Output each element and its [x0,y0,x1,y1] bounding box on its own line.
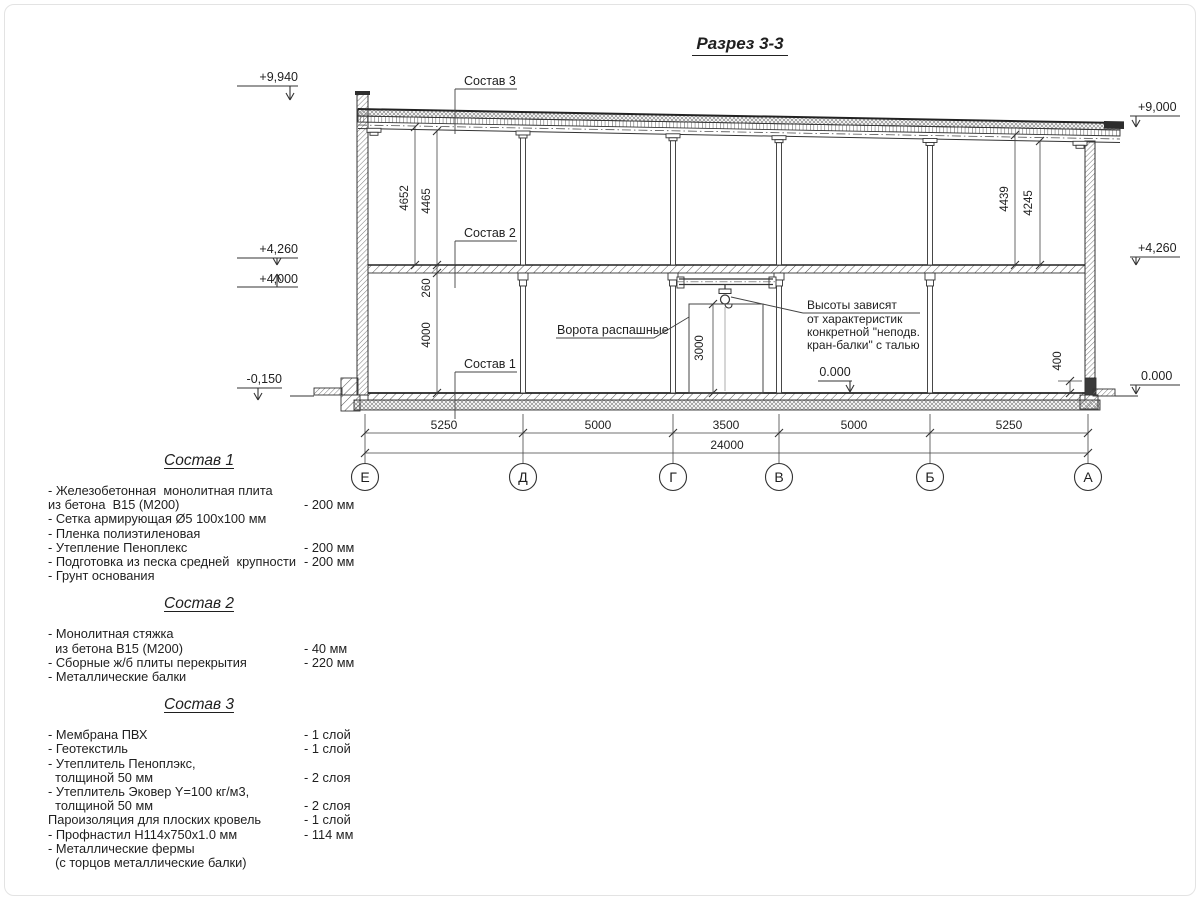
axis-bubbles [352,464,1102,491]
composition-item-value [304,569,368,583]
composition-item [48,785,368,799]
elevation-label: +4,260 [1138,241,1177,255]
crane-beam [676,277,776,391]
composition-item-value: - 200 мм [304,554,355,570]
composition-item-value: - 220 мм [304,654,355,670]
dim-vert: 4245 [1023,190,1035,216]
elevation-label: +4,260 [259,242,298,256]
composition-item-text: - Металлические балки [48,669,187,685]
composition-item [48,670,368,684]
composition-item [48,484,368,498]
crane-note-line: конкретной "неподв. [807,325,920,339]
vertical-dimensions [399,185,1064,370]
axis-label: А [1083,469,1093,485]
composition-item-text: толщиной 50 мм [48,798,154,814]
composition-item-text: толщиной 50 мм [48,769,154,785]
roof-edge-cap [1104,121,1124,129]
dim-vert: 260 [421,278,433,298]
dim-span: 5000 [584,418,612,432]
elevation-label: 0.000 [819,365,851,379]
elevation-label: +4,000 [259,272,298,286]
composition-item [48,799,368,813]
composition-item [48,569,368,583]
floor-slab-layer [368,393,1085,400]
composition-item-text: - Железобетонная монолитная плита [48,483,273,498]
composition-item [48,842,368,856]
composition-item [48,742,368,756]
composition-item-text: - Грунт основания [48,568,155,584]
composition-item [48,555,368,569]
crane-note-line: от характеристик [807,312,903,326]
upper-columns [367,128,1087,265]
composition-heading: Состав 2 [164,595,234,613]
dim-vert: 4465 [421,188,433,214]
composition-item-text: - Утеплитель Пеноплэкс, [48,755,196,771]
dim-vert: 4000 [421,322,433,348]
elevation-label: +9,000 [1138,100,1177,114]
dim-span: 5250 [430,418,458,432]
composition-item-value [304,627,368,641]
composition-item-value: - 40 мм [304,640,348,656]
composition-item-text: - Сборные ж/б плиты перекрытия [48,654,247,670]
gate-callout [556,317,689,338]
roof-assembly [358,109,1124,143]
axis-label: Д [518,469,528,485]
ground-floor [354,393,1100,410]
crane-hook [719,285,732,391]
axis-label: Е [360,469,370,485]
axis-label: Б [925,469,935,485]
composition-item-value: - 1 слой [304,812,351,828]
dim-vert: 4652 [399,185,411,211]
drawing-title: Разрез 3-3 [640,34,840,54]
crane-note [731,297,920,352]
composition-item-value [304,670,368,684]
composition-item-value: - 2 слоя [304,798,351,814]
composition-item [48,627,368,641]
elevation-label: +9,940 [259,70,298,84]
composition-item [48,642,368,656]
dim-span: 5000 [840,418,868,432]
composition-item-text: - Подготовка из песка средней крупности [48,554,297,570]
composition-item-text: - Металлические фермы [48,840,195,856]
dim-vert: 4439 [999,186,1011,212]
composition-item-value: - 200 мм [304,539,355,555]
dim-span: 5250 [995,418,1023,432]
parapet-cap [355,91,370,95]
composition-item-text: - Утеплитель Эковер Y=100 кг/м3, [48,784,250,800]
composition-item-value: - 114 мм [304,826,354,842]
composition-item-text: из бетона В15 (М200) [48,640,183,656]
axis-label: В [774,469,784,485]
composition-lists [44,452,368,870]
composition-item-text: - Геотекстиль [48,741,128,757]
composition-heading: Состав 1 [164,452,234,469]
composition-item-value [304,842,368,856]
left-foundation [290,378,360,411]
left-wall [355,91,370,395]
composition-item-text: из бетона В15 (М200) [48,497,180,513]
composition-item-text: - Утепление Пеноплекс [48,539,188,555]
composition-1 [48,452,368,583]
dim-total: 24000 [710,438,744,452]
crane-note-line: Высоты зависят [807,298,897,312]
composition-item-text: Пароизоляция для плоских кровель [48,812,262,828]
composition-item-text: - Мембрана ПВХ [48,727,148,743]
composition-item [48,828,368,842]
composition-item-text: - Монолитная стяжка [48,626,174,642]
crane-note-line: кран-балки" с талью [807,338,920,352]
composition-item-value: - 1 слой [304,741,351,757]
composition-item-text: - Пленка полиэтиленовая [48,525,201,541]
composition-item [48,728,368,742]
composition-2 [48,595,368,684]
composition-item-value: - 1 слой [304,727,351,743]
composition-item-value [304,527,368,541]
composition-item-value [304,484,368,498]
floor-slab [368,265,1085,273]
right-wall [1085,141,1095,395]
composition-item-value: - 2 слоя [304,769,351,785]
elevation-label: -0,150 [246,372,282,386]
composition-heading: Состав 3 [164,696,234,714]
axis-label: Г [669,469,677,485]
dim-vert: 400 [1052,351,1064,371]
composition-item [48,498,368,512]
floor-base-layer [354,400,1100,410]
composition-item-text: (с торцов металлические балки) [48,855,247,871]
composition-item [48,656,368,670]
composition-item [48,856,368,870]
composition-item-value [304,757,368,771]
bottom-dimensions [431,418,1023,452]
composition-item-value [304,512,368,526]
composition-item [48,541,368,555]
right-foundation [1080,378,1138,409]
callout-slab: Состав 2 [464,226,516,240]
elevation-label: 0.000 [1141,369,1173,383]
callout-roof: Состав 3 [464,74,516,88]
composition-item [48,527,368,541]
composition-item [48,813,368,827]
dim-span: 3500 [712,418,740,432]
composition-item-text: - Профнастил Н114х750х1.0 мм [48,826,238,842]
composition-item [48,771,368,785]
composition-item-text: - Сетка армирующая Ø5 100х100 мм [48,511,267,527]
composition-callouts [455,74,517,419]
composition-item-value: - 200 мм [304,497,355,513]
composition-item [48,512,368,526]
dim-vert: 3000 [694,335,706,361]
callout-floor: Состав 1 [464,357,516,371]
composition-3 [48,696,368,870]
composition-item [48,757,368,771]
composition-item-value [304,785,368,799]
composition-item-value [304,856,368,870]
gate-label: Ворота распашные [557,323,669,337]
